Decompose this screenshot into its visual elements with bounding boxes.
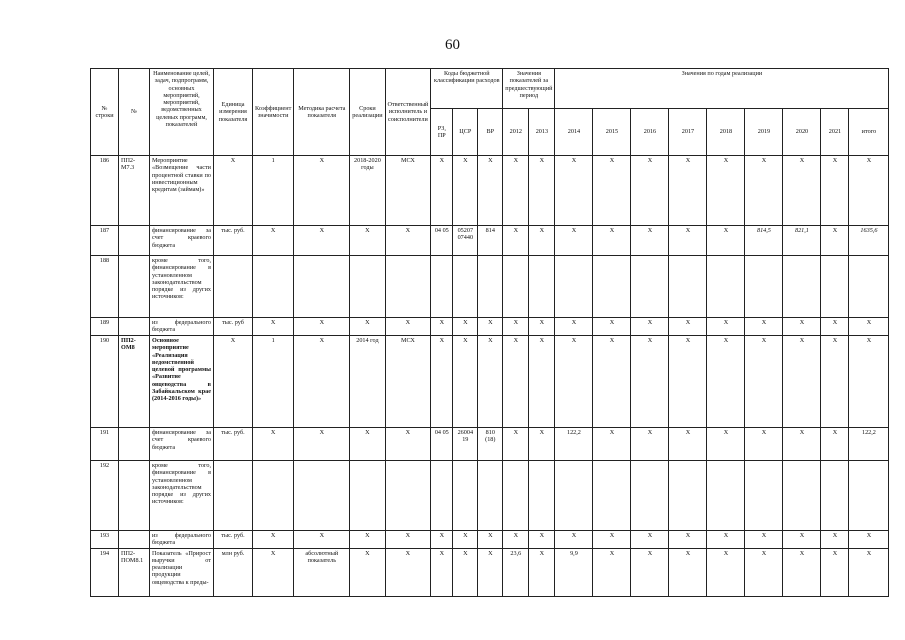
responsible-cell: [385, 256, 431, 318]
year-2019-cell: Х: [745, 548, 783, 596]
year-2015-cell: [593, 461, 631, 531]
term-cell: Х: [350, 318, 385, 336]
year-2020-cell: Х: [783, 336, 821, 428]
year-2013-cell: [529, 256, 555, 318]
header-year-2017: 2017: [669, 109, 707, 156]
term-cell: Х: [350, 428, 385, 461]
header-name: Наименование целей, задач, подпрограмм, основных мероприятий, мероприятий, ведомственных целевых программ, показателей: [150, 69, 214, 156]
method-cell: Х: [294, 428, 350, 461]
item-name: кроме того, финансирование в установленном законодательством порядке из других источников:: [150, 461, 214, 531]
year-2015-cell: Х: [593, 156, 631, 226]
code-csr-cell: 26004 19: [453, 428, 478, 461]
page-number: 60: [445, 37, 460, 53]
year-2012-cell: 23,6: [503, 548, 529, 596]
method-cell: Х: [294, 336, 350, 428]
unit-cell: Х: [214, 156, 253, 226]
coefficient-cell: Х: [253, 531, 294, 549]
unit-cell: [214, 256, 253, 318]
item-name: из федерального бюджета: [150, 318, 214, 336]
header-code-vr: ВР: [478, 109, 503, 156]
coefficient-cell: [253, 461, 294, 531]
year-2018-cell: Х: [707, 318, 745, 336]
unit-cell: тыс. руб: [214, 318, 253, 336]
code-vr-cell: Х: [478, 336, 503, 428]
code-vr-cell: 814: [478, 226, 503, 256]
coefficient-cell: Х: [253, 548, 294, 596]
row-number: 186: [91, 156, 119, 226]
year-2013-cell: Х: [529, 336, 555, 428]
code-vr-cell: Х: [478, 318, 503, 336]
item-name: кроме того, финансирование в установленном законодательством порядке из других источников:: [150, 256, 214, 318]
code-vr-cell: [478, 461, 503, 531]
responsible-cell: МСХ: [385, 336, 431, 428]
year-2020-cell: Х: [783, 318, 821, 336]
year-2019-cell: Х: [745, 318, 783, 336]
code-rzpr-cell: Х: [431, 548, 453, 596]
method-cell: Х: [294, 156, 350, 226]
year-2019-cell: 814,5: [745, 226, 783, 256]
code-rzpr-cell: Х: [431, 156, 453, 226]
term-cell: Х: [350, 548, 385, 596]
year-2021-cell: Х: [821, 226, 849, 256]
row-number: 188: [91, 256, 119, 318]
item-name: финансирование за счет краевого бюджета: [150, 226, 214, 256]
total-cell: Х: [849, 336, 889, 428]
year-2016-cell: [631, 461, 669, 531]
year-2018-cell: Х: [707, 226, 745, 256]
header-term: Сроки реализации: [350, 69, 385, 156]
year-2018-cell: Х: [707, 428, 745, 461]
code-csr-cell: Х: [453, 531, 478, 549]
coefficient-cell: Х: [253, 226, 294, 256]
year-2014-cell: 9,9: [555, 548, 593, 596]
term-cell: Х: [350, 226, 385, 256]
year-2016-cell: Х: [631, 318, 669, 336]
unit-cell: [214, 461, 253, 531]
responsible-cell: Х: [385, 226, 431, 256]
row-number: 194: [91, 548, 119, 596]
method-cell: [294, 461, 350, 531]
year-2017-cell: Х: [669, 226, 707, 256]
header-code-csr: ЦСР: [453, 109, 478, 156]
year-2012-cell: [503, 256, 529, 318]
item-code: [119, 318, 150, 336]
header-unit: Единица измерения показателя: [214, 69, 253, 156]
responsible-cell: Х: [385, 548, 431, 596]
header-code-rzpr: РЗ, ПР: [431, 109, 453, 156]
code-csr-cell: 05207 07440: [453, 226, 478, 256]
year-2013-cell: Х: [529, 156, 555, 226]
year-2013-cell: Х: [529, 548, 555, 596]
item-code: ПП2-М7.3: [119, 156, 150, 226]
year-2020-cell: Х: [783, 428, 821, 461]
code-vr-cell: Х: [478, 156, 503, 226]
responsible-cell: Х: [385, 531, 431, 549]
year-2015-cell: Х: [593, 548, 631, 596]
year-2014-cell: [555, 461, 593, 531]
year-2018-cell: [707, 256, 745, 318]
year-2021-cell: Х: [821, 336, 849, 428]
year-2012-cell: Х: [503, 156, 529, 226]
year-2021-cell: Х: [821, 531, 849, 549]
year-2014-cell: Х: [555, 226, 593, 256]
total-cell: Х: [849, 156, 889, 226]
method-cell: Х: [294, 318, 350, 336]
term-cell: Х: [350, 531, 385, 549]
code-vr-cell: Х: [478, 531, 503, 549]
year-2014-cell: Х: [555, 531, 593, 549]
coefficient-cell: 1: [253, 336, 294, 428]
code-vr-cell: [478, 256, 503, 318]
header-coefficient: Коэффициент значимости: [253, 69, 294, 156]
code-rzpr-cell: [431, 256, 453, 318]
year-2021-cell: Х: [821, 156, 849, 226]
year-2012-cell: Х: [503, 336, 529, 428]
year-2017-cell: Х: [669, 531, 707, 549]
year-2016-cell: Х: [631, 428, 669, 461]
header-row-number: № строки: [91, 69, 119, 156]
coefficient-cell: Х: [253, 428, 294, 461]
table-row: [91, 428, 889, 461]
year-2020-cell: Х: [783, 156, 821, 226]
row-number: 191: [91, 428, 119, 461]
year-2015-cell: Х: [593, 531, 631, 549]
row-number: 187: [91, 226, 119, 256]
year-2015-cell: Х: [593, 428, 631, 461]
year-2019-cell: Х: [745, 156, 783, 226]
year-2014-cell: 122,2: [555, 428, 593, 461]
coefficient-cell: [253, 256, 294, 318]
row-number: 190: [91, 336, 119, 428]
total-cell: Х: [849, 548, 889, 596]
header-budget-codes: Коды бюджетной классификации расходов: [431, 69, 503, 109]
code-csr-cell: Х: [453, 548, 478, 596]
item-name: из федерального бюджета: [150, 531, 214, 549]
year-2020-cell: [783, 461, 821, 531]
year-2021-cell: Х: [821, 428, 849, 461]
year-2016-cell: Х: [631, 548, 669, 596]
program-indicators-table: [90, 68, 889, 597]
code-rzpr-cell: Х: [431, 531, 453, 549]
item-code: [119, 461, 150, 531]
term-cell: [350, 461, 385, 531]
code-csr-cell: [453, 461, 478, 531]
term-cell: [350, 256, 385, 318]
unit-cell: тыс. руб.: [214, 531, 253, 549]
term-cell: 2014 год: [350, 336, 385, 428]
year-2020-cell: 821,1: [783, 226, 821, 256]
year-2012-cell: [503, 461, 529, 531]
code-csr-cell: Х: [453, 336, 478, 428]
header-year-2013: 2013: [529, 109, 555, 156]
row-number: 193: [91, 531, 119, 549]
item-code: ПП2-ПОМ8.1: [119, 548, 150, 596]
year-2016-cell: Х: [631, 336, 669, 428]
year-2012-cell: Х: [503, 428, 529, 461]
year-2013-cell: Х: [529, 226, 555, 256]
year-2018-cell: Х: [707, 336, 745, 428]
item-name: Мероприятие «Возмещение части процентной ставки по инвестиционным кредитам (займам)»: [150, 156, 214, 226]
method-cell: абсолютный показатель: [294, 548, 350, 596]
term-cell: 2018-2020 годы: [350, 156, 385, 226]
item-name: Показатель «Прирост выручки от реализации продукции овцеводства к преды-: [150, 548, 214, 596]
table-row: [91, 318, 889, 336]
year-2017-cell: Х: [669, 336, 707, 428]
coefficient-cell: Х: [253, 318, 294, 336]
total-cell: [849, 461, 889, 531]
year-2016-cell: Х: [631, 226, 669, 256]
year-2014-cell: Х: [555, 336, 593, 428]
year-2015-cell: Х: [593, 336, 631, 428]
header-year-2015: 2015: [593, 109, 631, 156]
header-years-group: Значения по годам реализации: [555, 69, 889, 109]
code-rzpr-cell: 04 05: [431, 226, 453, 256]
total-cell: Х: [849, 531, 889, 549]
header-total: итого: [849, 109, 889, 156]
table-row: [91, 548, 889, 596]
year-2017-cell: [669, 461, 707, 531]
unit-cell: Х: [214, 336, 253, 428]
year-2020-cell: Х: [783, 531, 821, 549]
responsible-cell: МСХ: [385, 156, 431, 226]
method-cell: Х: [294, 226, 350, 256]
year-2015-cell: Х: [593, 226, 631, 256]
year-2018-cell: Х: [707, 531, 745, 549]
table-row: [91, 336, 889, 428]
table-row: [91, 531, 889, 549]
header-number: №: [119, 69, 150, 156]
year-2019-cell: [745, 256, 783, 318]
table-row: [91, 256, 889, 318]
responsible-cell: Х: [385, 318, 431, 336]
year-2017-cell: Х: [669, 548, 707, 596]
header-year-2016: 2016: [631, 109, 669, 156]
item-code: [119, 226, 150, 256]
year-2018-cell: [707, 461, 745, 531]
year-2013-cell: Х: [529, 318, 555, 336]
code-rzpr-cell: 04 05: [431, 428, 453, 461]
unit-cell: тыс. руб.: [214, 428, 253, 461]
method-cell: [294, 256, 350, 318]
year-2014-cell: [555, 256, 593, 318]
year-2019-cell: Х: [745, 336, 783, 428]
year-2012-cell: Х: [503, 531, 529, 549]
table-row: [91, 156, 889, 226]
method-cell: Х: [294, 531, 350, 549]
code-rzpr-cell: Х: [431, 336, 453, 428]
year-2020-cell: [783, 256, 821, 318]
item-code: ПП2-ОМ8: [119, 336, 150, 428]
year-2018-cell: Х: [707, 156, 745, 226]
header-previous-period: Значения показателей за предшествующий период: [503, 69, 555, 109]
year-2013-cell: Х: [529, 531, 555, 549]
year-2016-cell: [631, 256, 669, 318]
code-csr-cell: Х: [453, 318, 478, 336]
total-cell: 1635,6: [849, 226, 889, 256]
item-code: [119, 428, 150, 461]
table-row: [91, 461, 889, 531]
year-2020-cell: Х: [783, 548, 821, 596]
year-2017-cell: Х: [669, 156, 707, 226]
header-year-2019: 2019: [745, 109, 783, 156]
code-csr-cell: [453, 256, 478, 318]
year-2017-cell: Х: [669, 318, 707, 336]
year-2012-cell: Х: [503, 318, 529, 336]
code-rzpr-cell: Х: [431, 318, 453, 336]
responsible-cell: [385, 461, 431, 531]
code-csr-cell: Х: [453, 156, 478, 226]
year-2016-cell: Х: [631, 531, 669, 549]
year-2019-cell: [745, 461, 783, 531]
year-2017-cell: [669, 256, 707, 318]
coefficient-cell: 1: [253, 156, 294, 226]
total-cell: [849, 256, 889, 318]
year-2013-cell: [529, 461, 555, 531]
item-code: [119, 256, 150, 318]
year-2021-cell: [821, 256, 849, 318]
item-name: финансирование за счет краевого бюджета: [150, 428, 214, 461]
header-year-2012: 2012: [503, 109, 529, 156]
total-cell: Х: [849, 318, 889, 336]
item-code: [119, 531, 150, 549]
year-2018-cell: Х: [707, 548, 745, 596]
item-name: Основное мероприятие «Реализация ведомственной целевой программы «Развитие овцеводства в Забайкальском крае (2014-2016 годы)»: [150, 336, 214, 428]
code-rzpr-cell: [431, 461, 453, 531]
header-responsible: Ответственный исполнитель и соисполнители: [385, 69, 431, 156]
header-year-2020: 2020: [783, 109, 821, 156]
total-cell: 122,2: [849, 428, 889, 461]
row-number: 192: [91, 461, 119, 531]
year-2021-cell: Х: [821, 548, 849, 596]
year-2012-cell: Х: [503, 226, 529, 256]
code-vr-cell: 810 (18): [478, 428, 503, 461]
header-year-2021: 2021: [821, 109, 849, 156]
row-number: 189: [91, 318, 119, 336]
code-vr-cell: Х: [478, 548, 503, 596]
year-2017-cell: Х: [669, 428, 707, 461]
year-2015-cell: [593, 256, 631, 318]
header-method: Методика расчета показателя: [294, 69, 350, 156]
header-year-2014: 2014: [555, 109, 593, 156]
year-2014-cell: Х: [555, 318, 593, 336]
year-2019-cell: Х: [745, 531, 783, 549]
header-year-2018: 2018: [707, 109, 745, 156]
year-2013-cell: Х: [529, 428, 555, 461]
table-row: [91, 226, 889, 256]
year-2016-cell: Х: [631, 156, 669, 226]
year-2019-cell: Х: [745, 428, 783, 461]
year-2021-cell: Х: [821, 318, 849, 336]
unit-cell: тыс. руб.: [214, 226, 253, 256]
year-2021-cell: [821, 461, 849, 531]
year-2014-cell: Х: [555, 156, 593, 226]
year-2015-cell: Х: [593, 318, 631, 336]
unit-cell: млн руб.: [214, 548, 253, 596]
responsible-cell: Х: [385, 428, 431, 461]
